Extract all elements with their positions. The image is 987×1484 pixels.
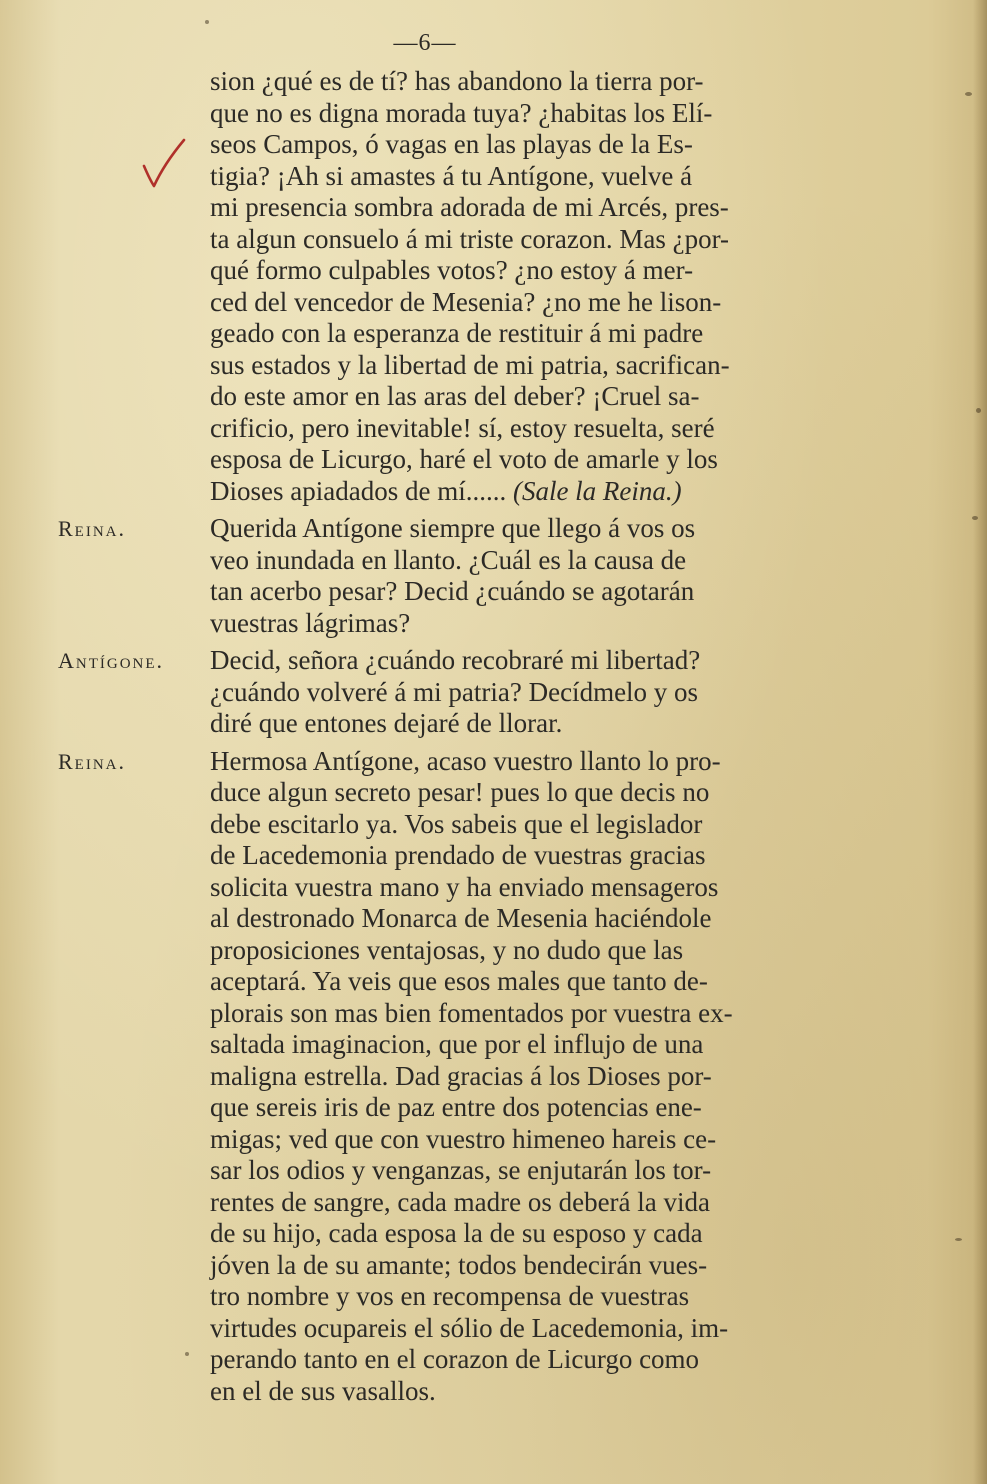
text-line: crificio, pero inevitable! sí, estoy resuelta, seré [210, 412, 715, 443]
text-line: duce algun secreto pesar! pues lo que decis no [210, 777, 710, 807]
text-line: ced del vencedor de Mesenia? ¿no me he lison- [210, 286, 722, 317]
speech-block [58, 746, 833, 1408]
play-text [58, 66, 833, 1407]
speaker-label: Reina. [58, 516, 126, 541]
speech-text [210, 645, 833, 740]
text-line: saltada imaginacion, que por el influjo de una [210, 1029, 704, 1059]
text-line: al destronado Monarca de Mesenia haciéndole [210, 903, 712, 933]
text-line: rentes de sangre, cada madre os deberá la vida [210, 1186, 711, 1217]
page-edge-shadow [973, 0, 987, 1484]
text-line: sion ¿qué es de tí? has abandono la tierra por- [210, 66, 704, 96]
page-number: —6— [393, 30, 457, 56]
paper-speck [965, 92, 972, 96]
text-line: vuestras lágrimas? [210, 607, 411, 638]
text-line: ta algun consuelo á mi triste corazon. Mas ¿por- [210, 223, 730, 254]
text-line: de Lacedemonia prendado de vuestras gracias [210, 840, 706, 870]
text-line: jóven la de su amante; todos bendecirán vues- [210, 1249, 708, 1280]
stage-direction: (Sale la Reina.) [512, 475, 682, 506]
text-line: en el de sus vasallos. [210, 1375, 436, 1406]
text-line: esposa de Licurgo, haré el voto de amarle y los [210, 444, 718, 474]
text-line: diré que entones dejaré de llorar. [210, 708, 563, 738]
text-line: tan acerbo pesar? Decid ¿cuándo se agotarán [210, 576, 695, 606]
text-line: proposiciones ventajosas, y no dudo que las [210, 934, 684, 965]
text-line: geado con la esperanza de restituir á mi padre [210, 318, 704, 348]
paper-speck [205, 20, 209, 24]
text-line-start: Dioses apiadados de mí...... [210, 475, 507, 506]
text-line: aceptará. Ya veis que esos males que tanto de- [210, 966, 708, 996]
text-line: Querida Antígone siempre que llego á vos os [210, 513, 696, 543]
text-line: veo inundada en llanto. ¿Cuál es la causa de [210, 544, 687, 575]
paper-speck [972, 516, 978, 520]
text-line: do este amor en las aras del deber? ¡Cruel sa- [210, 381, 700, 411]
text-line: solicita vuestra mano y ha enviado mensageros [210, 871, 719, 902]
speech-block [58, 645, 833, 740]
paper-speck [955, 1238, 962, 1241]
text-line: Decid, señora ¿cuándo recobraré mi libertad? [210, 645, 701, 675]
text-line: de su hijo, cada esposa la de su esposo y cada [210, 1218, 703, 1248]
text-line: que sereis iris de paz entre dos potencias ene- [210, 1092, 702, 1122]
text-line: Hermosa Antígone, acaso vuestro llanto lo pro- [210, 745, 721, 776]
text-line: qué formo culpables votos? ¿no estoy á mer- [210, 255, 694, 285]
text-line: mi presencia sombra adorada de mi Arcés, pres- [210, 192, 729, 222]
speaker-label: Antígone. [58, 648, 165, 673]
paper-speck [976, 408, 981, 413]
text-line: que no es digna morada tuya? ¿habitas los Elí- [210, 97, 713, 128]
text-line: tro nombre y vos en recompensa de vuestras [210, 1281, 690, 1311]
text-line: virtudes ocupareis el sólio de Lacedemonia, im- [210, 1312, 729, 1343]
speech-text [210, 513, 833, 639]
text-line: maligna estrella. Dad gracias á los Dioses por- [210, 1060, 712, 1091]
speech-text [210, 746, 833, 1408]
text-line [210, 476, 833, 508]
speech-text [210, 66, 833, 507]
text-line: perando tanto en el corazon de Licurgo como [210, 1344, 700, 1374]
text-line: sus estados y la libertad de mi patria, sacrifican- [210, 349, 730, 380]
text-line: tigia? ¡Ah si amastes á tu Antígone, vuelve á [210, 160, 693, 191]
text-line: ¿cuándo volveré á mi patria? Decídmelo y os [210, 676, 699, 707]
text-line: seos Campos, ó vagas en las playas de la Es- [210, 129, 693, 159]
speech-block [58, 66, 833, 507]
text-line: debe escitarlo ya. Vos sabeis que el legislador [210, 808, 703, 839]
speech-block [58, 513, 833, 639]
speaker-label: Reina. [58, 748, 126, 774]
text-line: sar los odios y venganzas, se enjutarán los tor- [210, 1155, 712, 1185]
text-line: plorais son mas bien fomentados por vuestra ex- [210, 997, 733, 1028]
text-line: migas; ved que con vuestro himeneo hareis ce- [210, 1123, 717, 1154]
